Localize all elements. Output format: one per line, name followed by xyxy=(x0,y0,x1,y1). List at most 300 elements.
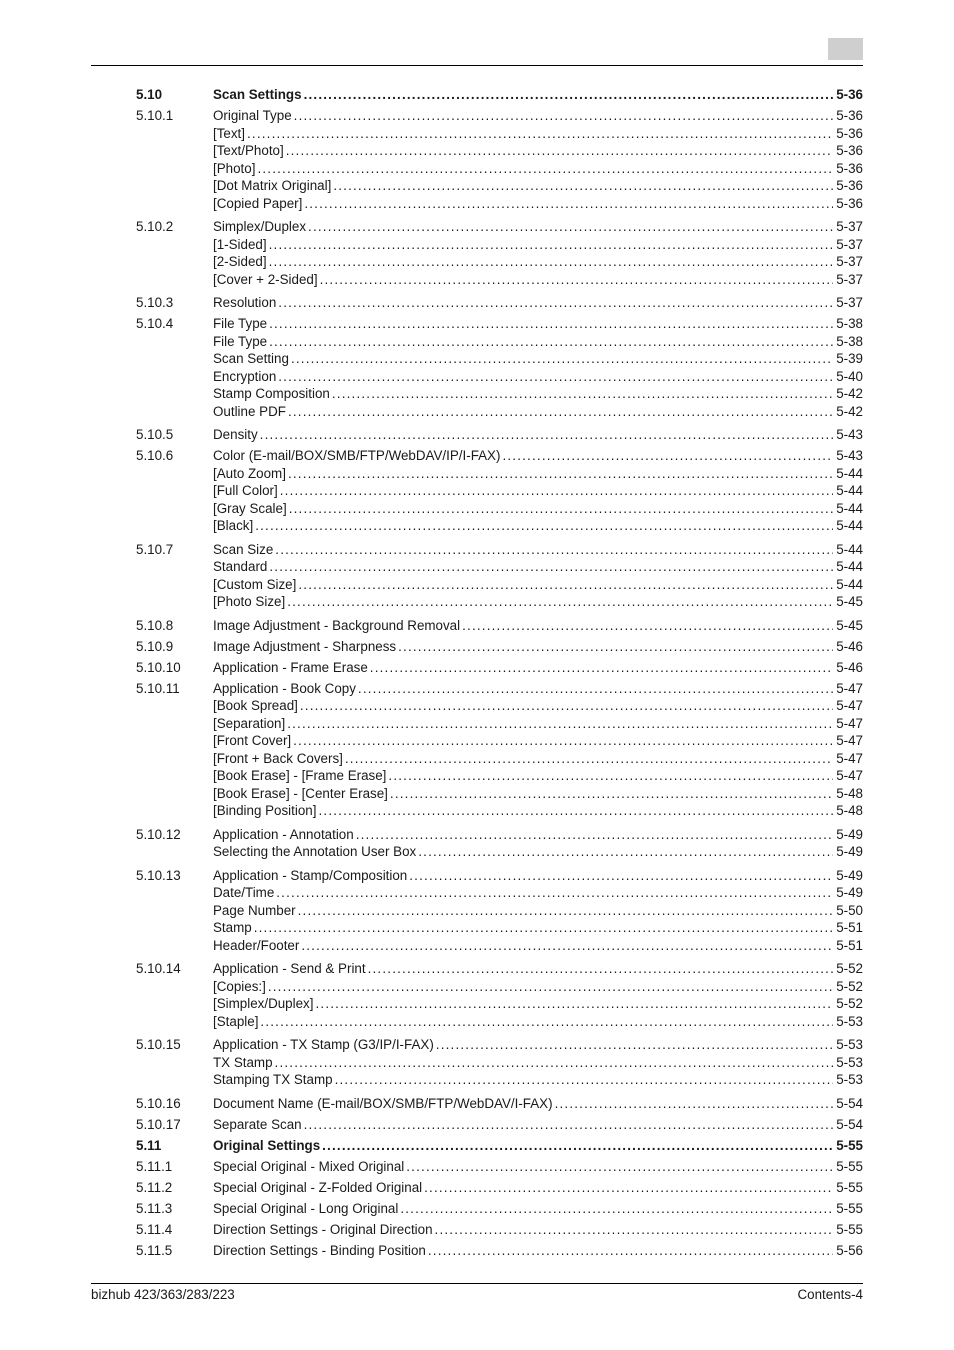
toc-page-number: 5-52 xyxy=(836,978,863,994)
toc-entry[interactable] xyxy=(0,385,954,403)
toc-leader-dots xyxy=(269,558,833,576)
toc-entry[interactable] xyxy=(0,960,954,978)
toc-entry[interactable] xyxy=(0,659,954,677)
toc-page-number: 5-49 xyxy=(836,885,863,900)
toc-leader-dots xyxy=(257,160,833,178)
toc-entry[interactable] xyxy=(0,350,954,368)
toc-entry-row xyxy=(213,617,863,635)
toc-page-number: 5-43 xyxy=(836,448,863,463)
toc-section-number: 5.10.6 xyxy=(136,448,174,463)
toc-entry-row xyxy=(213,937,863,955)
toc-entry[interactable] xyxy=(0,715,954,733)
toc-leader-dots xyxy=(332,385,833,403)
toc-leader-dots xyxy=(370,659,833,677)
toc-page-number: 5-46 xyxy=(836,638,863,654)
toc-section-number: 5.11.3 xyxy=(136,1200,173,1216)
toc-entry[interactable] xyxy=(0,1242,954,1260)
toc-section-number: 5.11 xyxy=(136,1137,162,1153)
footer-rule xyxy=(91,1283,863,1284)
toc-leader-dots xyxy=(315,995,833,1013)
toc-page-number: 5-55 xyxy=(836,1221,863,1237)
toc-page-number: 5-55 xyxy=(836,1179,863,1195)
toc-entry[interactable] xyxy=(0,403,954,421)
toc-group xyxy=(0,617,954,635)
toc-leader-dots xyxy=(260,1013,833,1031)
toc-leader-dots xyxy=(269,253,834,271)
toc-page-number: 5-42 xyxy=(836,386,863,401)
toc-entry[interactable] xyxy=(0,1179,954,1197)
toc-leader-dots xyxy=(406,1158,833,1176)
toc-entry[interactable] xyxy=(0,558,954,576)
toc-entry[interactable] xyxy=(0,697,954,715)
toc-page-number: 5-47 xyxy=(836,698,863,713)
toc-entry-row xyxy=(213,1221,863,1239)
toc-entry-title: File Type xyxy=(213,316,268,331)
toc-entry-title: Application - TX Stamp (G3/IP/I-FAX) xyxy=(213,1037,434,1052)
toc-entry-row xyxy=(213,294,863,312)
toc-page-number: 5-38 xyxy=(836,316,863,331)
toc-entry[interactable] xyxy=(0,750,954,768)
toc-section-number: 5.10.16 xyxy=(136,1095,181,1111)
toc-entry[interactable] xyxy=(0,86,954,104)
toc-entry-row xyxy=(213,1158,863,1176)
toc-section-number: 5.11.1 xyxy=(136,1158,173,1174)
toc-group xyxy=(0,1221,954,1239)
toc-section-number: 5.10.2 xyxy=(136,219,174,234)
toc-leader-dots xyxy=(398,638,833,656)
toc-entry[interactable] xyxy=(0,218,954,236)
toc-page-number: 5-44 xyxy=(836,518,863,533)
toc-leader-dots xyxy=(424,1179,833,1197)
toc-entry[interactable] xyxy=(0,843,954,861)
toc-entry-row xyxy=(213,826,863,844)
toc-page-number: 5-38 xyxy=(836,333,863,349)
toc-leader-dots xyxy=(287,715,833,733)
toc-entry[interactable] xyxy=(0,785,954,803)
toc-entry-title: [Copies:] xyxy=(213,978,266,994)
toc-entry-title: Stamping TX Stamp xyxy=(213,1072,333,1087)
toc-entry[interactable] xyxy=(0,1054,954,1072)
toc-page-number: 5-52 xyxy=(836,996,863,1011)
toc-group xyxy=(0,1095,954,1113)
toc-group xyxy=(0,1158,954,1176)
toc-entry[interactable] xyxy=(0,177,954,195)
toc-entry-title: [Dot Matrix Original] xyxy=(213,178,332,193)
toc-entry-row xyxy=(213,558,863,576)
toc-entry[interactable] xyxy=(0,767,954,785)
toc-entry-row xyxy=(213,1200,863,1218)
toc-entry[interactable] xyxy=(0,368,954,386)
toc-leader-dots xyxy=(255,517,833,535)
toc-entry-row xyxy=(213,1242,863,1260)
toc-entry-row xyxy=(213,86,863,104)
toc-entry-title: Image Adjustment - Sharpness xyxy=(213,638,397,654)
toc-entry[interactable] xyxy=(0,576,954,594)
toc-entry[interactable] xyxy=(0,333,954,351)
toc-leader-dots xyxy=(294,107,834,125)
toc-page-number: 5-44 xyxy=(836,500,863,516)
toc-entry-title: [Book Spread] xyxy=(213,698,298,713)
toc-entry-row xyxy=(213,576,863,594)
toc-entry-title: Application - Frame Erase xyxy=(213,659,368,675)
header-rule xyxy=(91,65,863,66)
toc-entry-row xyxy=(213,785,863,803)
toc-page-number: 5-43 xyxy=(836,427,863,442)
toc-entry[interactable] xyxy=(0,426,954,444)
toc-leader-dots xyxy=(254,919,833,937)
toc-entry-row xyxy=(213,142,863,160)
toc-entry[interactable] xyxy=(0,195,954,213)
toc-entry[interactable] xyxy=(0,160,954,178)
toc-entry[interactable] xyxy=(0,884,954,902)
toc-entry-title: Outline PDF xyxy=(213,403,286,419)
toc-entry-row xyxy=(213,960,863,978)
toc-entry[interactable] xyxy=(0,680,954,698)
toc-page-number: 5-48 xyxy=(836,803,863,818)
toc-leader-dots xyxy=(409,867,833,885)
toc-entry[interactable] xyxy=(0,1200,954,1218)
toc-entry[interactable] xyxy=(0,617,954,635)
toc-entry[interactable] xyxy=(0,142,954,160)
toc-page-number: 5-36 xyxy=(836,108,863,123)
toc-entry-row xyxy=(213,697,863,715)
toc-page-number: 5-36 xyxy=(836,178,863,193)
toc-page-number: 5-47 xyxy=(836,680,863,696)
toc-entry-row xyxy=(213,368,863,386)
toc-entry-title: [Auto Zoom] xyxy=(213,465,286,481)
toc-entry-row xyxy=(213,350,863,368)
toc-entry[interactable] xyxy=(0,1013,954,1031)
toc-page-number: 5-36 xyxy=(836,125,863,141)
toc-leader-dots xyxy=(368,960,834,978)
toc-entry-row xyxy=(213,802,863,820)
toc-page-number: 5-55 xyxy=(836,1200,863,1216)
toc-entry[interactable] xyxy=(0,315,954,333)
toc-entry[interactable] xyxy=(0,125,954,143)
toc-entry[interactable] xyxy=(0,107,954,125)
toc-page-number: 5-54 xyxy=(836,1116,863,1132)
toc-page-number: 5-44 xyxy=(836,576,863,592)
toc-page-number: 5-45 xyxy=(836,617,863,633)
toc-page-number: 5-49 xyxy=(836,826,863,842)
toc-entry-row xyxy=(213,978,863,996)
toc-leader-dots xyxy=(304,1116,834,1134)
toc-leader-dots xyxy=(288,465,833,483)
toc-page-number: 5-36 xyxy=(836,143,863,158)
toc-leader-dots xyxy=(435,1221,834,1239)
toc-entry-row xyxy=(213,750,863,768)
toc-section-number: 5.10 xyxy=(136,87,163,102)
toc-entry-title: [Binding Position] xyxy=(213,803,317,818)
toc-page-number: 5-44 xyxy=(836,483,863,498)
toc-entry-row xyxy=(213,236,863,254)
toc-entry-title: Page Number xyxy=(213,902,296,918)
toc-entry[interactable] xyxy=(0,236,954,254)
toc-entry-row xyxy=(213,919,863,937)
toc-page-number: 5-47 xyxy=(836,715,863,731)
toc-page-number: 5-39 xyxy=(836,351,863,366)
toc-leader-dots xyxy=(298,902,834,920)
toc-entry-row xyxy=(213,107,863,125)
toc-entry[interactable] xyxy=(0,1071,954,1089)
toc-entry-title: Color (E-mail/BOX/SMB/FTP/WebDAV/IP/I-FAX) xyxy=(213,448,501,463)
toc-leader-dots xyxy=(278,294,833,312)
toc-entry-row xyxy=(213,1095,863,1113)
toc-section-number: 5.10.12 xyxy=(136,826,181,842)
toc-section-number: 5.10.1 xyxy=(136,108,174,123)
toc-entry-row xyxy=(213,160,863,178)
toc-entry-row xyxy=(213,465,863,483)
toc-page-number: 5-56 xyxy=(836,1242,863,1258)
toc-entry-title: [Simplex/Duplex] xyxy=(213,996,314,1011)
toc-entry-row xyxy=(213,1036,863,1054)
toc-entry-title: Original Type xyxy=(213,108,292,123)
toc-leader-dots xyxy=(276,884,833,902)
toc-entry-title: Simplex/Duplex xyxy=(213,219,307,234)
toc-entry[interactable] xyxy=(0,1036,954,1054)
toc-entry-row xyxy=(213,638,863,656)
toc-leader-dots xyxy=(333,177,833,195)
toc-entry-row xyxy=(213,659,863,677)
toc-leader-dots xyxy=(428,1242,833,1260)
toc-entry[interactable] xyxy=(0,826,954,844)
toc-entry-row xyxy=(213,195,863,213)
toc-page-number: 5-53 xyxy=(836,1054,863,1070)
toc-entry-row xyxy=(213,218,863,236)
toc-page-number: 5-45 xyxy=(836,594,863,609)
toc-entry[interactable] xyxy=(0,482,954,500)
toc-page-number: 5-37 xyxy=(836,254,863,269)
toc-leader-dots xyxy=(269,333,833,351)
toc-group xyxy=(0,960,954,1030)
toc-group xyxy=(0,1242,954,1260)
toc-section-number: 5.11.2 xyxy=(136,1179,173,1195)
toc-entry-title: [Staple] xyxy=(213,1013,259,1029)
toc-entry[interactable] xyxy=(0,919,954,937)
toc-entry-row xyxy=(213,385,863,403)
toc-entry-title: Scan Setting xyxy=(213,351,289,366)
toc-section-number: 5.10.4 xyxy=(136,316,174,331)
toc-page-number: 5-44 xyxy=(836,541,863,557)
toc-entry-row xyxy=(213,541,863,559)
toc-leader-dots xyxy=(304,195,833,213)
toc-entry-title: [Custom Size] xyxy=(213,576,297,592)
toc-page-number: 5-47 xyxy=(836,750,863,766)
toc-entry-title: Scan Size xyxy=(213,541,274,557)
toc-page-number: 5-36 xyxy=(836,195,863,211)
toc-entry-title: [Book Erase] - [Center Erase] xyxy=(213,785,388,801)
toc-entry-title: Date/Time xyxy=(213,885,275,900)
toc-leader-dots xyxy=(304,86,834,104)
toc-entry[interactable] xyxy=(0,732,954,750)
toc-section-number: 5.11.4 xyxy=(136,1221,173,1237)
toc-entry[interactable] xyxy=(0,867,954,885)
toc-page-number: 5-53 xyxy=(836,1072,863,1087)
toc-leader-dots xyxy=(289,500,834,518)
toc-section-number: 5.11.5 xyxy=(136,1242,173,1258)
toc-page-number: 5-44 xyxy=(836,559,863,574)
toc-entry-row xyxy=(213,447,863,465)
toc-leader-dots xyxy=(358,680,833,698)
toc-entry-title: Special Original - Long Original xyxy=(213,1200,399,1216)
toc-page-number: 5-46 xyxy=(836,659,863,675)
toc-entry[interactable] xyxy=(0,294,954,312)
toc-entry[interactable] xyxy=(0,447,954,465)
toc-leader-dots xyxy=(275,541,833,559)
toc-entry-row xyxy=(213,884,863,902)
toc-page-number: 5-50 xyxy=(836,902,863,918)
toc-group xyxy=(0,107,954,212)
toc-leader-dots xyxy=(436,1036,833,1054)
toc-entry-title: [1-Sided] xyxy=(213,236,267,252)
toc-entry-row xyxy=(213,995,863,1013)
table-of-contents xyxy=(0,86,954,1263)
toc-entry[interactable] xyxy=(0,271,954,289)
toc-entry-title: [Photo Size] xyxy=(213,594,286,609)
toc-section-number: 5.10.8 xyxy=(136,617,174,633)
toc-entry-row xyxy=(213,500,863,518)
toc-leader-dots xyxy=(286,142,833,160)
toc-entry-title: Application - Send & Print xyxy=(213,961,366,976)
toc-page-number: 5-37 xyxy=(836,271,863,287)
toc-leader-dots xyxy=(322,1137,833,1155)
toc-entry[interactable] xyxy=(0,937,954,955)
footer-model-name: bizhub 423/363/283/223 xyxy=(91,1287,235,1302)
toc-entry[interactable] xyxy=(0,638,954,656)
toc-leader-dots xyxy=(278,368,833,386)
toc-entry-row xyxy=(213,680,863,698)
toc-entry-row xyxy=(213,843,863,861)
footer-page-label: Contents-4 xyxy=(797,1287,863,1302)
toc-entry-title: [Separation] xyxy=(213,715,286,731)
toc-leader-dots xyxy=(293,732,833,750)
toc-entry-title: File Type xyxy=(213,333,268,349)
toc-entry[interactable] xyxy=(0,902,954,920)
toc-group xyxy=(0,659,954,677)
toc-page-number: 5-36 xyxy=(836,87,863,102)
toc-leader-dots xyxy=(318,802,833,820)
toc-leader-dots xyxy=(269,236,834,254)
toc-group xyxy=(0,1137,954,1155)
toc-leader-dots xyxy=(555,1095,834,1113)
toc-entry[interactable] xyxy=(0,978,954,996)
toc-leader-dots xyxy=(356,826,833,844)
toc-group xyxy=(0,426,954,444)
toc-group xyxy=(0,218,954,288)
toc-entry-title: Standard xyxy=(213,559,268,574)
toc-group xyxy=(0,638,954,656)
toc-section-number: 5.10.17 xyxy=(136,1116,181,1132)
toc-group xyxy=(0,1116,954,1134)
toc-entry[interactable] xyxy=(0,995,954,1013)
toc-section-number: 5.10.5 xyxy=(136,427,174,442)
toc-section-number: 5.10.3 xyxy=(136,295,174,310)
toc-entry-row xyxy=(213,867,863,885)
toc-page-number: 5-53 xyxy=(836,1013,863,1029)
toc-entry-row xyxy=(213,1137,863,1155)
toc-entry-title: Image Adjustment - Background Removal xyxy=(213,617,461,633)
toc-leader-dots xyxy=(308,218,833,236)
toc-leader-dots xyxy=(320,271,834,289)
toc-group xyxy=(0,315,954,420)
toc-page-number: 5-37 xyxy=(836,219,863,234)
toc-entry-title: Selecting the Annotation User Box xyxy=(213,844,417,859)
toc-entry-title: Direction Settings - Binding Position xyxy=(213,1242,426,1258)
toc-entry[interactable] xyxy=(0,593,954,611)
toc-page-number: 5-52 xyxy=(836,961,863,976)
toc-entry[interactable] xyxy=(0,1137,954,1155)
toc-entry-row xyxy=(213,253,863,271)
toc-entry[interactable] xyxy=(0,1116,954,1134)
toc-entry[interactable] xyxy=(0,500,954,518)
toc-entry-title: [Gray Scale] xyxy=(213,500,287,516)
toc-entry[interactable] xyxy=(0,1221,954,1239)
toc-entry-title: [Book Erase] - [Frame Erase] xyxy=(213,768,387,783)
toc-page-number: 5-42 xyxy=(836,403,863,419)
toc-entry-row xyxy=(213,593,863,611)
toc-leader-dots xyxy=(388,767,833,785)
toc-entry-row xyxy=(213,732,863,750)
toc-entry-row xyxy=(213,333,863,351)
toc-leader-dots xyxy=(502,447,833,465)
toc-entry[interactable] xyxy=(0,802,954,820)
toc-entry[interactable] xyxy=(0,517,954,535)
toc-entry[interactable] xyxy=(0,541,954,559)
toc-leader-dots xyxy=(288,403,833,421)
toc-entry-row xyxy=(213,482,863,500)
toc-page-number: 5-55 xyxy=(836,1158,863,1174)
toc-entry[interactable] xyxy=(0,465,954,483)
toc-entry-row xyxy=(213,902,863,920)
toc-entry-title: Original Settings xyxy=(213,1137,321,1153)
toc-entry-row xyxy=(213,1071,863,1089)
toc-entry-title: [Front + Back Covers] xyxy=(213,750,343,766)
toc-leader-dots xyxy=(268,978,833,996)
toc-page-number: 5-55 xyxy=(836,1137,863,1153)
toc-entry-title: Density xyxy=(213,427,258,442)
toc-entry-title: Stamp xyxy=(213,920,252,935)
toc-page-number: 5-49 xyxy=(836,867,863,883)
toc-group xyxy=(0,294,954,312)
toc-page-number: 5-40 xyxy=(836,368,863,384)
toc-entry-row xyxy=(213,1179,863,1197)
toc-group xyxy=(0,447,954,535)
toc-entry[interactable] xyxy=(0,1158,954,1176)
toc-entry-title: Scan Settings xyxy=(213,87,302,102)
toc-entry-title: Separate Scan xyxy=(213,1116,302,1132)
toc-entry[interactable] xyxy=(0,253,954,271)
toc-entry-title: Stamp Composition xyxy=(213,386,330,401)
toc-entry-title: [Text] xyxy=(213,125,245,141)
toc-entry[interactable] xyxy=(0,1095,954,1113)
toc-page-number: 5-53 xyxy=(836,1037,863,1052)
toc-entry-title: Application - Stamp/Composition xyxy=(213,867,408,883)
toc-group xyxy=(0,86,954,104)
toc-leader-dots xyxy=(462,617,833,635)
toc-entry-row xyxy=(213,271,863,289)
toc-entry-title: [Copied Paper] xyxy=(213,195,303,211)
toc-entry-title: Header/Footer xyxy=(213,937,300,953)
toc-group xyxy=(0,1036,954,1089)
toc-section-number: 5.10.9 xyxy=(136,638,174,654)
toc-entry-row xyxy=(213,426,863,444)
toc-section-number: 5.10.7 xyxy=(136,541,174,557)
toc-entry-title: TX Stamp xyxy=(213,1054,273,1070)
toc-entry-title: Application - Annotation xyxy=(213,826,354,842)
toc-group xyxy=(0,867,954,955)
toc-page-number: 5-37 xyxy=(836,236,863,252)
toc-leader-dots xyxy=(335,1071,834,1089)
